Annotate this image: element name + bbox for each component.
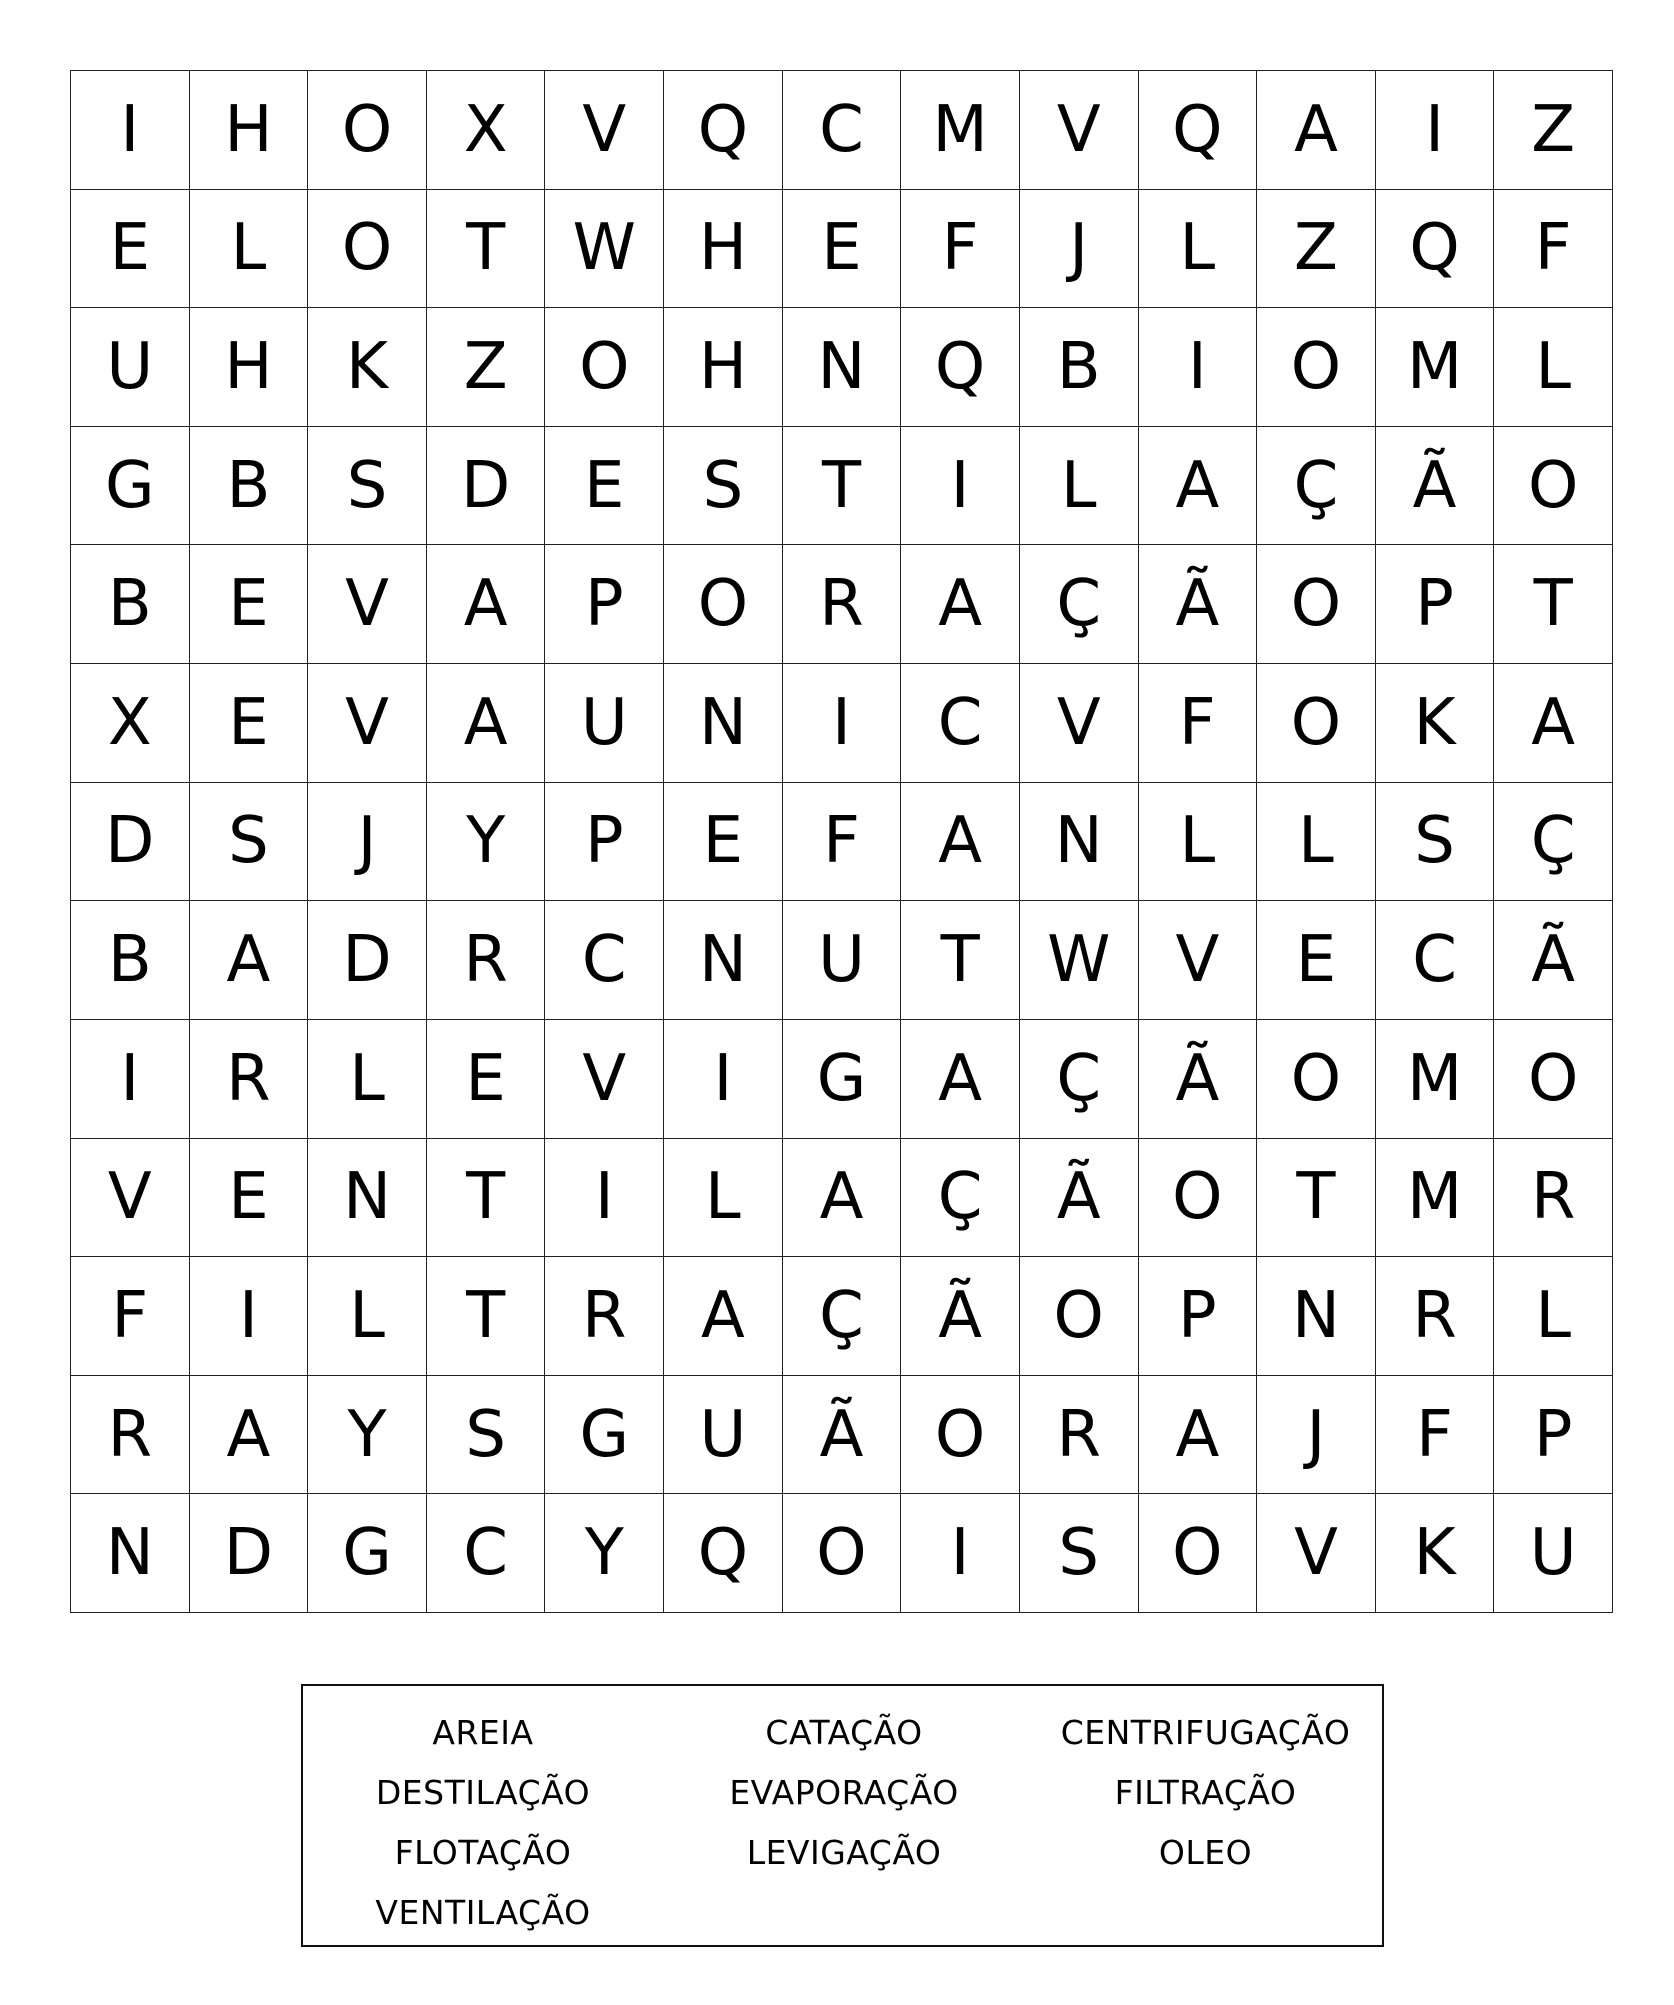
grid-cell[interactable]: R	[1494, 1139, 1613, 1258]
grid-cell[interactable]: C	[427, 1494, 546, 1613]
grid-cell[interactable]: O	[1494, 427, 1613, 546]
grid-cell[interactable]: V	[1020, 664, 1139, 783]
grid-cell[interactable]: I	[783, 664, 902, 783]
grid-cell[interactable]: P	[1139, 1257, 1258, 1376]
grid-cell[interactable]: R	[1020, 1376, 1139, 1495]
grid-cell[interactable]: R	[783, 545, 902, 664]
word-list-item: EVAPORAÇÃO	[729, 1772, 959, 1812]
grid-cell[interactable]: R	[71, 1376, 190, 1495]
grid-cell[interactable]: A	[783, 1139, 902, 1258]
word-list-item: CENTRIFUGAÇÃO	[1060, 1712, 1351, 1752]
grid-cell[interactable]: S	[1020, 1494, 1139, 1613]
word-list	[303, 1702, 1382, 1942]
grid-cell[interactable]: S	[308, 427, 427, 546]
grid-cell[interactable]: Ã	[1020, 1139, 1139, 1258]
grid-cell[interactable]: D	[71, 783, 190, 902]
grid-cell[interactable]: E	[190, 1139, 309, 1258]
grid-cell[interactable]: B	[1020, 308, 1139, 427]
grid-cell[interactable]: Ç	[1257, 427, 1376, 546]
grid-cell[interactable]: L	[1139, 190, 1258, 309]
grid-cell[interactable]: A	[190, 901, 309, 1020]
grid-cell[interactable]: T	[427, 1139, 546, 1258]
grid-cell[interactable]: A	[901, 1020, 1020, 1139]
grid-cell[interactable]: E	[1257, 901, 1376, 1020]
grid-cell[interactable]: R	[190, 1020, 309, 1139]
grid-cell[interactable]: U	[545, 664, 664, 783]
grid-cell[interactable]: B	[190, 427, 309, 546]
grid-cell[interactable]: I	[901, 427, 1020, 546]
grid-cell[interactable]: J	[1257, 1376, 1376, 1495]
grid-cell[interactable]: Ã	[1139, 1020, 1258, 1139]
grid-cell[interactable]: Ã	[783, 1376, 902, 1495]
grid-cell[interactable]: V	[71, 1139, 190, 1258]
grid-cell[interactable]: J	[1020, 190, 1139, 309]
grid-cell[interactable]: N	[308, 1139, 427, 1258]
grid-cell[interactable]: Z	[427, 308, 546, 427]
grid-cell[interactable]: O	[901, 1376, 1020, 1495]
grid-cell[interactable]: K	[308, 308, 427, 427]
grid-cell[interactable]: N	[783, 308, 902, 427]
word-list-item: FLOTAÇÃO	[394, 1832, 572, 1872]
grid-cell[interactable]: M	[1376, 308, 1495, 427]
grid-cell[interactable]: S	[664, 427, 783, 546]
grid-cell[interactable]: N	[664, 901, 783, 1020]
grid-cell[interactable]: O	[664, 545, 783, 664]
grid-cell[interactable]: X	[71, 664, 190, 783]
grid-cell[interactable]: T	[1257, 1139, 1376, 1258]
grid-cell[interactable]: T	[427, 1257, 546, 1376]
grid-cell[interactable]: C	[1376, 901, 1495, 1020]
grid-cell[interactable]: L	[190, 190, 309, 309]
grid-cell[interactable]: M	[1376, 1020, 1495, 1139]
grid-cell[interactable]: A	[901, 783, 1020, 902]
grid-cell[interactable]: H	[664, 308, 783, 427]
grid-cell[interactable]: W	[1020, 901, 1139, 1020]
grid-cell[interactable]: X	[427, 71, 546, 190]
grid-cell[interactable]: P	[545, 783, 664, 902]
grid-cell[interactable]: U	[71, 308, 190, 427]
grid-cell[interactable]: C	[545, 901, 664, 1020]
grid-cell[interactable]: N	[1020, 783, 1139, 902]
grid-cell[interactable]: A	[664, 1257, 783, 1376]
grid-cell[interactable]: E	[71, 190, 190, 309]
grid-cell[interactable]: I	[190, 1257, 309, 1376]
grid-cell[interactable]: Q	[1139, 71, 1258, 190]
word-list-item: LEVIGAÇÃO	[746, 1832, 942, 1872]
grid-cell[interactable]: W	[545, 190, 664, 309]
grid-cell[interactable]: C	[901, 664, 1020, 783]
grid-cell[interactable]: L	[308, 1020, 427, 1139]
grid-cell[interactable]: O	[1257, 1020, 1376, 1139]
word-list-item: CATAÇÃO	[765, 1712, 923, 1752]
grid-cell[interactable]: E	[664, 783, 783, 902]
grid-cell[interactable]: I	[71, 1020, 190, 1139]
word-list-item: AREIA	[432, 1712, 534, 1752]
grid-cell[interactable]: Ç	[901, 1139, 1020, 1258]
grid-cell[interactable]: L	[308, 1257, 427, 1376]
grid-cell[interactable]: Ç	[783, 1257, 902, 1376]
grid-cell[interactable]: F	[71, 1257, 190, 1376]
grid-cell[interactable]: A	[1139, 427, 1258, 546]
grid-cell[interactable]: O	[1020, 1257, 1139, 1376]
grid-cell[interactable]: N	[1257, 1257, 1376, 1376]
grid-cell[interactable]: F	[901, 190, 1020, 309]
word-list-item: DESTILAÇÃO	[375, 1772, 591, 1812]
grid-cell[interactable]: K	[1376, 664, 1495, 783]
grid-cell[interactable]: Ã	[1139, 545, 1258, 664]
grid-cell[interactable]: B	[71, 901, 190, 1020]
grid-cell[interactable]: L	[1139, 783, 1258, 902]
grid-cell[interactable]: Q	[664, 71, 783, 190]
grid-cell[interactable]: G	[308, 1494, 427, 1613]
grid-cell[interactable]: O	[1494, 1020, 1613, 1139]
grid-cell[interactable]: G	[783, 1020, 902, 1139]
grid-cell[interactable]: T	[427, 190, 546, 309]
grid-cell[interactable]: E	[545, 427, 664, 546]
grid-cell[interactable]: R	[1376, 1257, 1495, 1376]
grid-cell[interactable]: Ã	[901, 1257, 1020, 1376]
grid-cell[interactable]: N	[664, 664, 783, 783]
grid-cell[interactable]: Y	[545, 1494, 664, 1613]
grid-cell[interactable]: A	[427, 545, 546, 664]
grid-cell[interactable]: Q	[1376, 190, 1495, 309]
grid-cell[interactable]: F	[1376, 1376, 1495, 1495]
grid-cell[interactable]: F	[783, 783, 902, 902]
grid-cell[interactable]: O	[783, 1494, 902, 1613]
grid-cell[interactable]: P	[1376, 545, 1495, 664]
grid-cell[interactable]: R	[427, 901, 546, 1020]
grid-cell[interactable]: Y	[308, 1376, 427, 1495]
grid-cell[interactable]: E	[783, 190, 902, 309]
grid-cell[interactable]: Q	[664, 1494, 783, 1613]
grid-cell[interactable]: V	[308, 664, 427, 783]
grid-cell[interactable]: Ç	[1020, 545, 1139, 664]
grid-cell[interactable]: E	[190, 545, 309, 664]
grid-cell[interactable]: S	[1376, 783, 1495, 902]
grid-cell[interactable]: B	[71, 545, 190, 664]
grid-cell[interactable]: V	[545, 71, 664, 190]
grid-cell[interactable]: A	[1257, 71, 1376, 190]
grid-cell[interactable]: K	[1376, 1494, 1495, 1613]
grid-cell[interactable]: I	[545, 1139, 664, 1258]
grid-cell[interactable]: P	[545, 545, 664, 664]
grid-cell[interactable]: Ã	[1376, 427, 1495, 546]
grid-cell[interactable]: U	[664, 1376, 783, 1495]
grid-cell[interactable]: A	[1494, 664, 1613, 783]
word-list-item: FILTRAÇÃO	[1114, 1772, 1297, 1812]
grid-cell[interactable]: O	[308, 190, 427, 309]
grid-cell[interactable]: L	[1020, 427, 1139, 546]
word-search-grid	[70, 70, 1613, 1613]
word-list-item: OLEO	[1158, 1832, 1253, 1872]
grid-cell[interactable]: G	[71, 427, 190, 546]
word-list-item: VENTILAÇÃO	[375, 1892, 591, 1932]
grid-cell[interactable]: D	[308, 901, 427, 1020]
grid-cell[interactable]: E	[427, 1020, 546, 1139]
grid-cell[interactable]: H	[190, 308, 309, 427]
grid-cell[interactable]: Y	[427, 783, 546, 902]
grid-cell[interactable]: S	[427, 1376, 546, 1495]
grid-cell[interactable]: S	[190, 783, 309, 902]
grid-cell[interactable]: L	[1494, 308, 1613, 427]
grid-cell[interactable]: I	[901, 1494, 1020, 1613]
grid-cell[interactable]: V	[308, 545, 427, 664]
grid-cell[interactable]: O	[545, 308, 664, 427]
grid-cell[interactable]: U	[783, 901, 902, 1020]
grid-cell[interactable]: T	[901, 901, 1020, 1020]
grid-cell[interactable]: O	[1139, 1139, 1258, 1258]
grid-cell[interactable]: I	[664, 1020, 783, 1139]
grid-cell[interactable]: O	[1257, 664, 1376, 783]
grid-cell[interactable]: T	[783, 427, 902, 546]
grid-cell[interactable]: L	[1257, 783, 1376, 902]
grid-cell[interactable]: J	[308, 783, 427, 902]
grid-cell[interactable]: A	[190, 1376, 309, 1495]
grid-cell[interactable]: O	[1257, 308, 1376, 427]
grid-cell[interactable]: D	[190, 1494, 309, 1613]
grid-cell[interactable]: N	[71, 1494, 190, 1613]
grid-cell[interactable]: Z	[1257, 190, 1376, 309]
grid-cell[interactable]: L	[1494, 1257, 1613, 1376]
grid-cell[interactable]: T	[1494, 545, 1613, 664]
grid-cell[interactable]: O	[1257, 545, 1376, 664]
grid-cell[interactable]: P	[1494, 1376, 1613, 1495]
grid-cell[interactable]: M	[901, 71, 1020, 190]
grid-cell[interactable]: L	[664, 1139, 783, 1258]
grid-cell[interactable]: M	[1376, 1139, 1495, 1258]
grid-cell[interactable]: V	[545, 1020, 664, 1139]
grid-cell[interactable]: Ã	[1494, 901, 1613, 1020]
grid-cell[interactable]: Ç	[1020, 1020, 1139, 1139]
grid-cell[interactable]: E	[190, 664, 309, 783]
grid-cell[interactable]: V	[1020, 71, 1139, 190]
grid-cell[interactable]: H	[664, 190, 783, 309]
grid-cell[interactable]: I	[1376, 71, 1495, 190]
word-list-box	[301, 1684, 1384, 1947]
grid-cell[interactable]: G	[545, 1376, 664, 1495]
grid-cell[interactable]: A	[427, 664, 546, 783]
grid-cell[interactable]: H	[190, 71, 309, 190]
grid-cell[interactable]: F	[1494, 190, 1613, 309]
grid-cell[interactable]: Q	[901, 308, 1020, 427]
grid-cell[interactable]: V	[1257, 1494, 1376, 1613]
grid-cell[interactable]: D	[427, 427, 546, 546]
grid-cell[interactable]: I	[71, 71, 190, 190]
grid-cell[interactable]: O	[1139, 1494, 1258, 1613]
grid-cell[interactable]: U	[1494, 1494, 1613, 1613]
grid-cell[interactable]: V	[1139, 901, 1258, 1020]
grid-cell[interactable]: R	[545, 1257, 664, 1376]
grid-cell[interactable]: Z	[1494, 71, 1613, 190]
grid-cell[interactable]: C	[783, 71, 902, 190]
grid-cell[interactable]: I	[1139, 308, 1258, 427]
grid-cell[interactable]: Ç	[1494, 783, 1613, 902]
grid-cell[interactable]: A	[1139, 1376, 1258, 1495]
grid-cell[interactable]: A	[901, 545, 1020, 664]
grid-cell[interactable]: O	[308, 71, 427, 190]
grid-cell[interactable]: F	[1139, 664, 1258, 783]
